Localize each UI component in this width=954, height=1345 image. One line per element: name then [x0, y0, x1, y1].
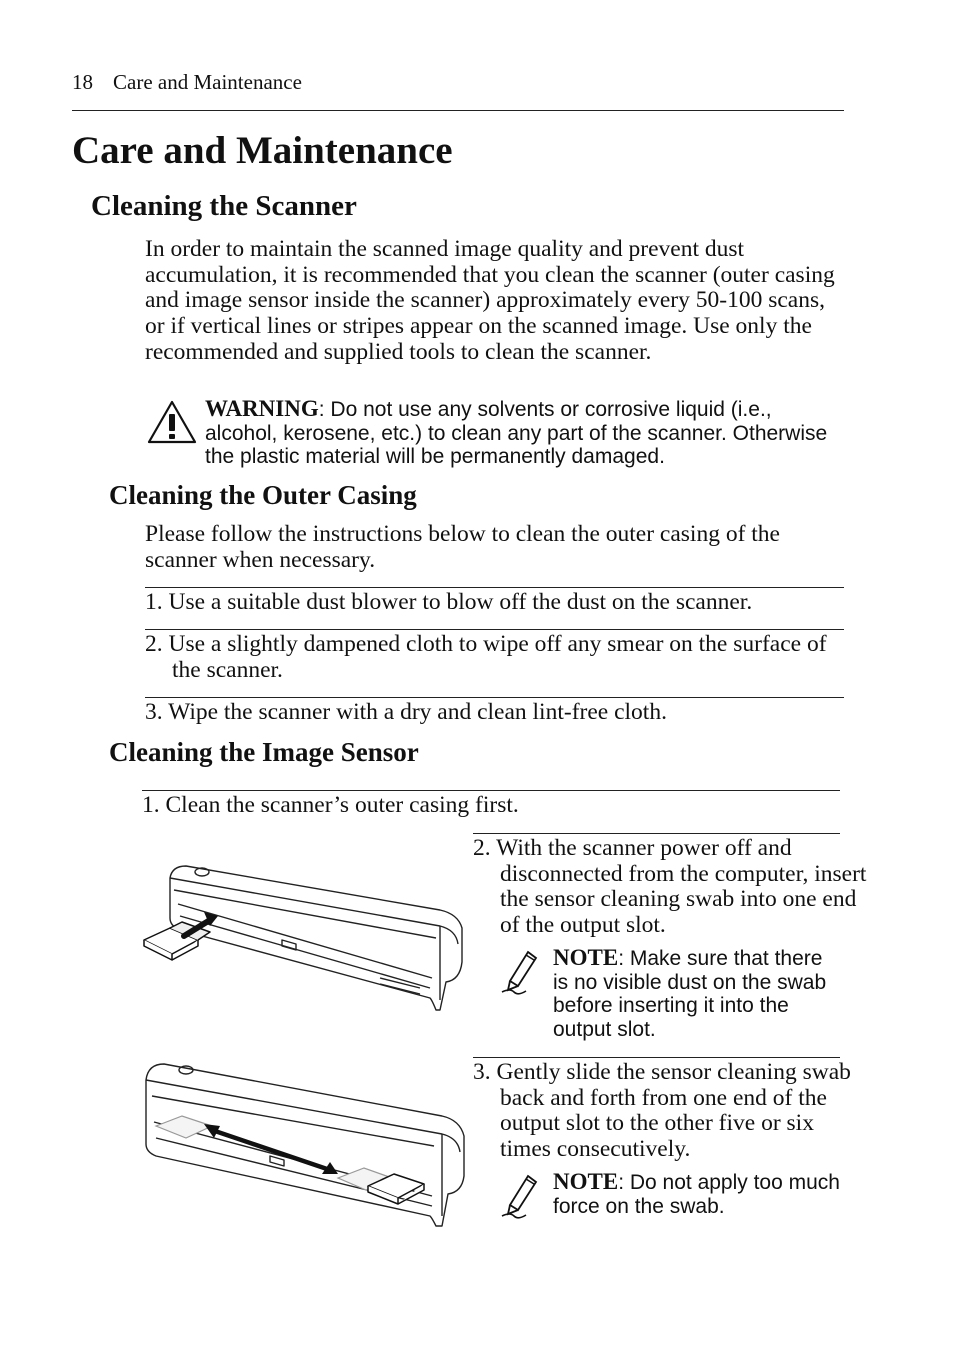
subheading-image-sensor: Cleaning the Image Sensor: [109, 737, 419, 767]
outer-step-3: 3. Wipe the scanner with a dry and clean lint-free cloth.: [145, 699, 667, 725]
intro-paragraph: In order to maintain the scanned image quality and prevent dust accumulation, it is recommended that you clean the scanner (outer casing and image sensor inside the scanner) approximately every 50-100 scans, or if vertical lines or stripes appear on the scanned image. Use only the recommended and supplied tools to clean the scanner.: [145, 236, 835, 365]
sensor-step-2: 2. With the scanner power off and disconnected from the computer, insert the sensor cleaning swab into one end of the output slot.: [473, 835, 867, 939]
table-rule: [145, 587, 844, 588]
scanner-slide-swab-illustration: [142, 1060, 468, 1232]
header-rule: [72, 110, 844, 111]
outer-step-2: 2. Use a slightly dampened cloth to wipe off any smear on the surface of the scanner.: [145, 631, 827, 683]
note-2-body: : Do not apply too much force on the swab.: [553, 1171, 840, 1218]
note-2: [553, 1170, 841, 1218]
note-1-body: : Make sure that there is no visible dust on the swab before inserting it into the output slot.: [553, 947, 827, 1041]
sensor-step-1: 1. Clean the scanner’s outer casing first.: [142, 792, 519, 818]
pencil-note-icon: [500, 1172, 542, 1220]
warning-label: WARNING: [205, 396, 319, 421]
table-rule: [473, 1057, 840, 1058]
subheading-outer-casing: Cleaning the Outer Casing: [109, 480, 417, 510]
warning-triangle-icon: [146, 398, 198, 446]
table-rule: [142, 790, 840, 791]
note-2-label: NOTE: [553, 1169, 619, 1194]
sensor-step-3: 3. Gently slide the sensor cleaning swab back and forth from one end of the output slot to the other five or six times consecutively.: [473, 1059, 851, 1163]
table-rule: [145, 697, 844, 698]
section-heading-cleaning-scanner: Cleaning the Scanner: [91, 190, 357, 222]
warning-text: [205, 397, 845, 469]
warning-body: : Do not use any solvents or corrosive liquid (i.e., alcohol, kerosene, etc.) to clean any part of the scanner. Otherwise the plastic material will be permanently damaged.: [205, 398, 828, 468]
pencil-note-icon: [500, 948, 542, 996]
outer-casing-intro: Please follow the instructions below to clean the outer casing of the scanner when necessary.: [145, 521, 780, 573]
page-title: Care and Maintenance: [72, 129, 453, 172]
running-header: [72, 70, 302, 95]
outer-step-1: 1. Use a suitable dust blower to blow off the dust on the scanner.: [145, 589, 753, 615]
note-1: [553, 946, 841, 1041]
note-1-label: NOTE: [553, 945, 619, 970]
table-rule: [145, 629, 844, 630]
running-header-section: Care and Maintenance: [113, 70, 302, 94]
table-rule: [473, 833, 840, 834]
scanner-insert-swab-illustration: [140, 860, 468, 1016]
page-number: 18: [72, 70, 93, 94]
